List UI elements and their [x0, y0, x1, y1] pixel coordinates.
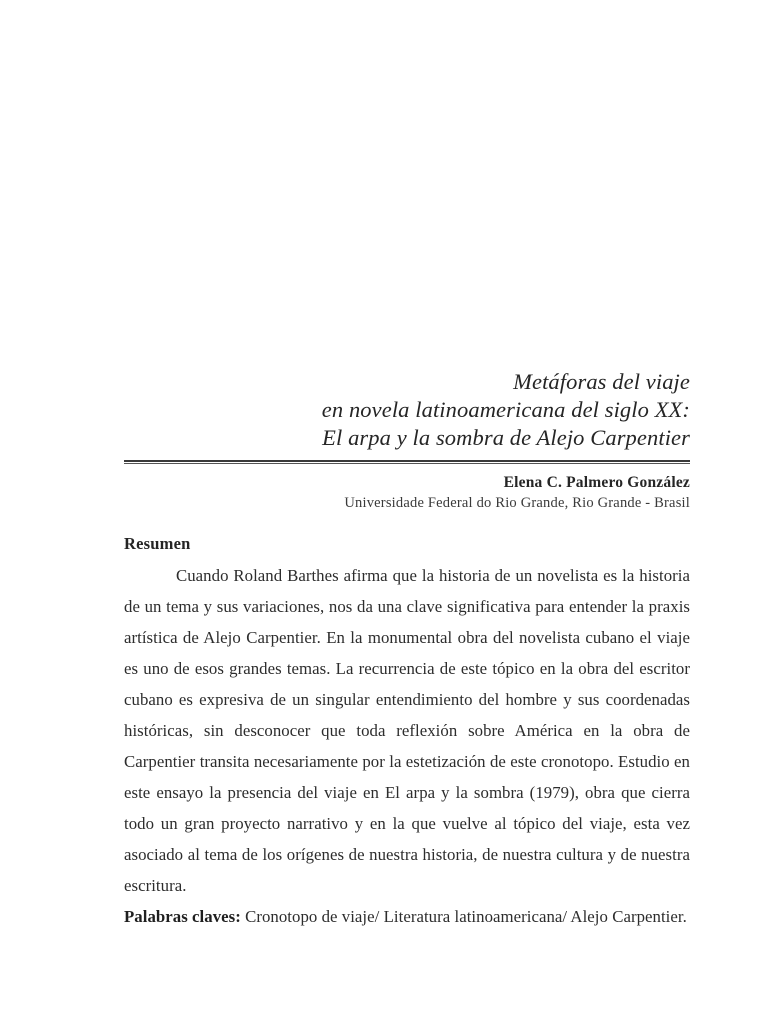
title-divider-rule [124, 460, 690, 464]
article-title-line-2: en novela latinoamericana del siglo XX: [321, 397, 690, 422]
divider-thin-line [124, 463, 690, 464]
author-affiliation: Universidade Federal do Rio Grande, Rio Grande - Brasil [344, 495, 690, 511]
author-block [124, 472, 690, 514]
keywords-paragraph [124, 901, 690, 932]
article-title [124, 368, 690, 452]
keywords-list: Cronotopo de viaje/ Literatura latinoamericana/ Alejo Carpentier. [245, 907, 687, 926]
keywords-label: Palabras claves: [124, 907, 241, 926]
abstract-body [124, 560, 690, 901]
article-header-content [124, 368, 690, 932]
keywords-block [124, 901, 690, 932]
article-title-line-1: Metáforas del viaje [513, 369, 690, 394]
abstract-paragraph: Cuando Roland Barthes afirma que la historia de un novelista es la historia de un tema y sus variaciones, nos da una clave significativa para entender la praxis artística de Alejo Carpentier. En la monumental obra del novelista cubano el viaje es uno de esos grandes temas. La recurrencia de este tópico en la obra del escritor cubano es expresiva de un singular entendimiento del hombre y sus coordenadas históricas, sin desconocer que toda reflexión sobre América en la obra de Carpentier transita necesariamente por la estetización de este cronotopo. Estudio en este ensayo la presencia del viaje en El arpa y la sombra (1979), obra que cierra todo un gran proyecto narrativo y en la que vuelve al tópico del viaje, esta vez asociado al tema de los orígenes de nuestra historia, de nuestra cultura y de nuestra escritura. [124, 566, 690, 895]
abstract-heading: Resumen [124, 534, 191, 553]
author-name: Elena C. Palmero González [503, 474, 690, 491]
article-title-line-3: El arpa y la sombra de Alejo Carpentier [322, 425, 690, 450]
